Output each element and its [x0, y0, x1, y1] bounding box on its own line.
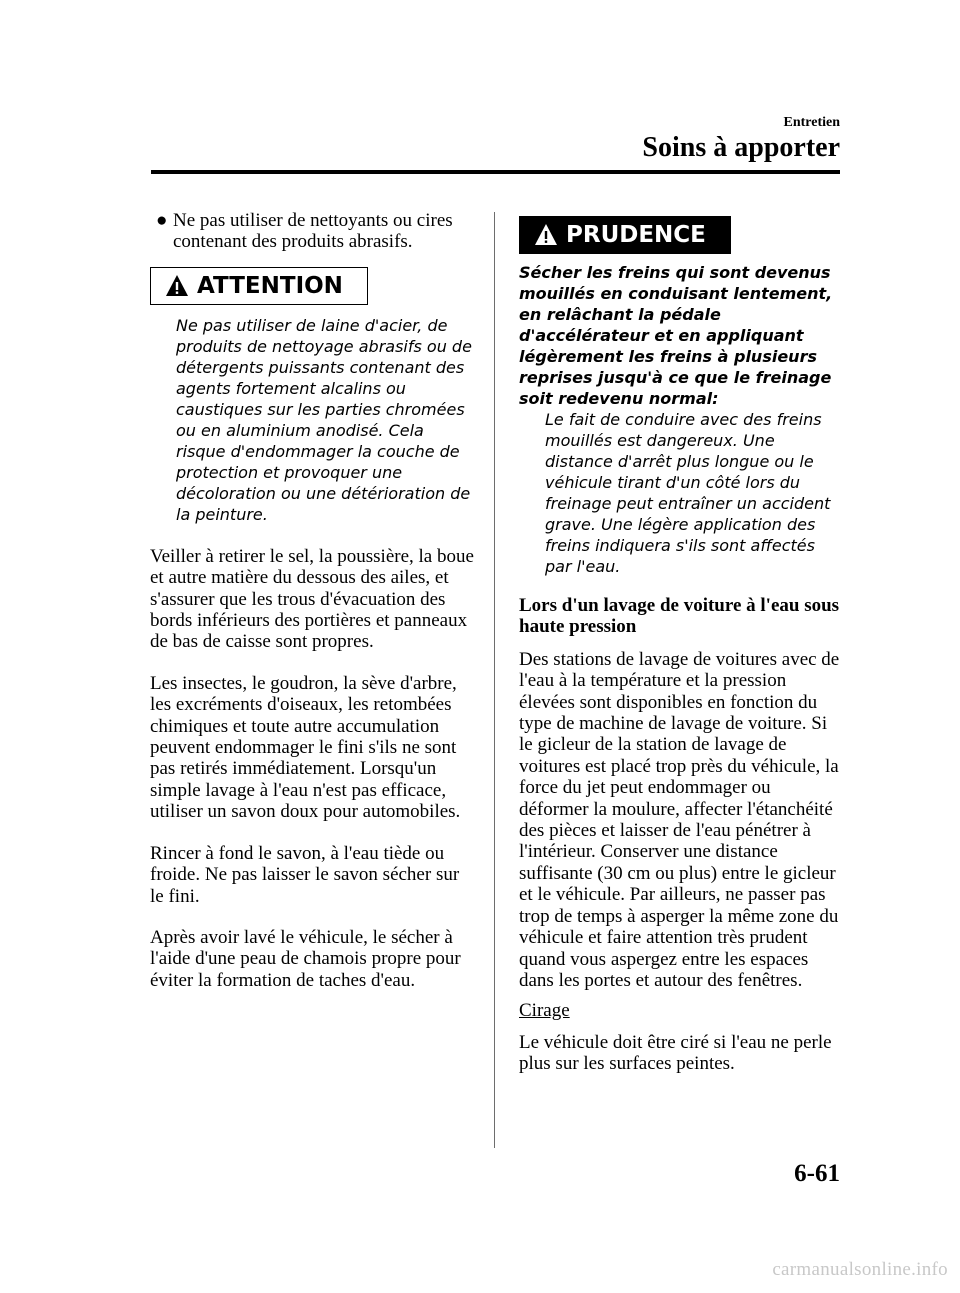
paragraph-dry: Après avoir lavé le véhicule, le sécher à l'aide d'une peau de chamois propre pour éviter la formation de taches d'eau.	[150, 926, 461, 991]
column-divider	[494, 212, 495, 1148]
paragraph-contaminants: Les insectes, le goudron, la sève d'arbre, les excréments d'oiseaux, les retombées chimiques et toute autre accumulation peuvent endommager le fini s'ils ne sont pas retirés immédiatement. Lorsqu'un simple lavage à l'eau n'est pas efficace, utiliser un savon doux pour automobiles.	[150, 672, 461, 823]
right-column	[519, 216, 844, 1075]
high-pressure-heading: Lors d'un lavage de voiture à l'eau sous haute pression	[519, 595, 840, 638]
attention-label: ATTENTION	[197, 272, 343, 299]
prudence-heading: Sécher les freins qui sont devenus mouillés en conduisant lentement, en relâchant la pédale d'accélérateur et en appliquant légèrement les freins à plusieurs reprises jusqu'à ce que le freinage soit redevenu normal:	[519, 263, 833, 408]
attention-box	[150, 267, 368, 305]
warning-triangle-icon	[165, 274, 189, 298]
bullet-text: Ne pas utiliser de nettoyants ou cires contenant des produits abrasifs.	[173, 210, 453, 253]
bullet-dot-icon: ●	[156, 210, 168, 231]
page-number: 6-61	[794, 1160, 840, 1187]
prudence-text-block	[519, 262, 844, 577]
prudence-box	[519, 216, 731, 254]
paragraph-rinse: Rincer à fond le savon, à l'eau tiède ou froide. Ne pas laisser le savon sécher sur le fini.	[150, 842, 460, 907]
page-title: Soins à apporter	[642, 132, 840, 163]
attention-text-block	[150, 315, 475, 525]
prudence-label: PRUDENCE	[566, 222, 706, 248]
bullet-item	[150, 210, 475, 253]
cirage-heading: Cirage	[519, 1000, 570, 1022]
attention-text: Ne pas utiliser de laine d'acier, de produits de nettoyage abrasifs ou de détergents puissants contenant des agents fortement alcalins ou caustiques sur les parties chromées ou en aluminium anodisé. Cela risque d'endommager la couche de protection et provoquer une décoloration ou une détérioration de la peinture.	[176, 315, 472, 524]
left-column	[150, 210, 475, 991]
prudence-text: Le fait de conduire avec des freins mouillés est dangereux. Une distance d'arrêt plus longue ou le véhicule tirant d'un côté lors du freinage peut entraîner un accident grave. Une légère application des freins indiquera s'ils sont affectés par l'eau.	[545, 410, 831, 576]
paragraph-underbody: Veiller à retirer le sel, la poussière, la boue et autre matière du dessous des ailes, et s'assurer que les trous d'évacuation des bords inférieurs des portières et panneaux de bas de caisse sont propres.	[150, 545, 474, 653]
high-pressure-text: Des stations de lavage de voitures avec de l'eau à la température et la pression élevées sont disponibles en fonction du type de machine de lavage de voiture. Si le gicleur de la station de lavage de voitures est placé trop près du véhicule, la force du jet peut endommager ou déformer la moulure, affecter l'étanchéité des pièces et laisser de l'eau pénétrer à l'intérieur. Conserver une distance suffisante (30 cm ou plus) entre le gicleur et le véhicule. Par ailleurs, ne passer pas trop de temps à asperger la même zone du véhicule et faire attention très prudent quand vous aspergez entre les espaces dans les portes et autour des fenêtres.	[519, 648, 840, 991]
watermark: carmanualsonline.info	[772, 1259, 948, 1280]
section-label: Entretien	[783, 115, 840, 130]
cirage-text: Le véhicule doit être ciré si l'eau ne perle plus sur les surfaces peintes.	[519, 1031, 832, 1075]
warning-triangle-icon	[534, 223, 558, 247]
header-rule	[151, 170, 840, 174]
